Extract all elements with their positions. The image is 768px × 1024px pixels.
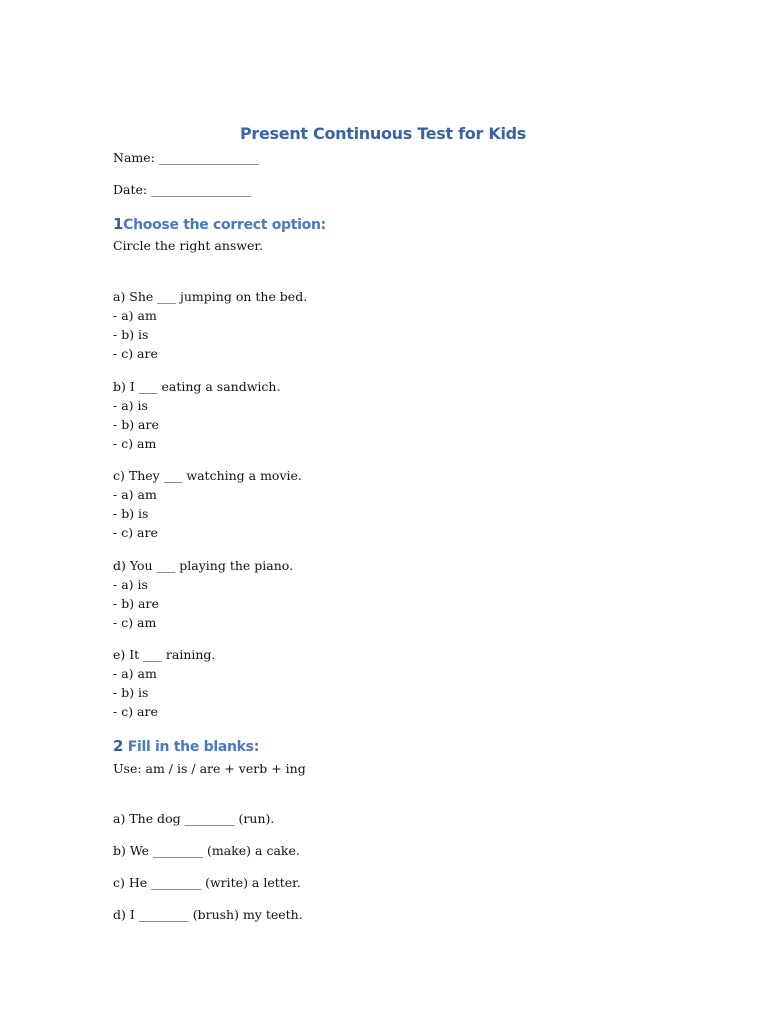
- fill-blank-item: b) We ________ (make) a cake.: [113, 843, 300, 858]
- question-prompt: b) I ___ eating a sandwich.: [113, 379, 281, 394]
- fill-blank-item: c) He ________ (write) a letter.: [113, 875, 301, 890]
- answer-option: - c) are: [113, 525, 158, 540]
- answer-option: - a) am: [113, 487, 157, 502]
- answer-option: - b) is: [113, 506, 149, 521]
- question-prompt: a) She ___ jumping on the bed.: [113, 289, 308, 304]
- section-2-heading: [113, 737, 259, 755]
- answer-option: - a) am: [113, 666, 157, 681]
- question-prompt: d) You ___ playing the piano.: [113, 558, 294, 573]
- answer-option: - b) is: [113, 327, 149, 342]
- section-2-number: 2: [113, 737, 124, 755]
- answer-option: - c) are: [113, 346, 158, 361]
- answer-option: - b) is: [113, 685, 149, 700]
- answer-option: - c) am: [113, 615, 157, 630]
- answer-option: - a) am: [113, 308, 157, 323]
- section-1-number: 1: [113, 215, 124, 233]
- answer-option: - c) are: [113, 704, 158, 719]
- section-1-heading: [113, 215, 326, 233]
- fill-blank-item: d) I ________ (brush) my teeth.: [113, 907, 303, 922]
- fill-blank-item: a) The dog ________ (run).: [113, 811, 275, 826]
- section-1-instruction: Circle the right answer.: [113, 238, 263, 253]
- answer-option: - b) are: [113, 596, 159, 611]
- question-prompt: e) It ___ raining.: [113, 647, 216, 662]
- name-field-line: Name: ________________: [113, 150, 259, 165]
- date-field-line: Date: ________________: [113, 182, 252, 197]
- document-title: Present Continuous Test for Kids: [239, 124, 527, 143]
- answer-option: - a) is: [113, 577, 148, 592]
- section-2-instruction: Use: am / is / are + verb + ing: [113, 761, 306, 776]
- section-2-title: Fill in the blanks:: [123, 739, 259, 755]
- section-1-title: Choose the correct option:: [123, 217, 326, 233]
- answer-option: - b) are: [113, 417, 159, 432]
- answer-option: - c) am: [113, 436, 157, 451]
- answer-option: - a) is: [113, 398, 148, 413]
- question-prompt: c) They ___ watching a movie.: [113, 468, 302, 483]
